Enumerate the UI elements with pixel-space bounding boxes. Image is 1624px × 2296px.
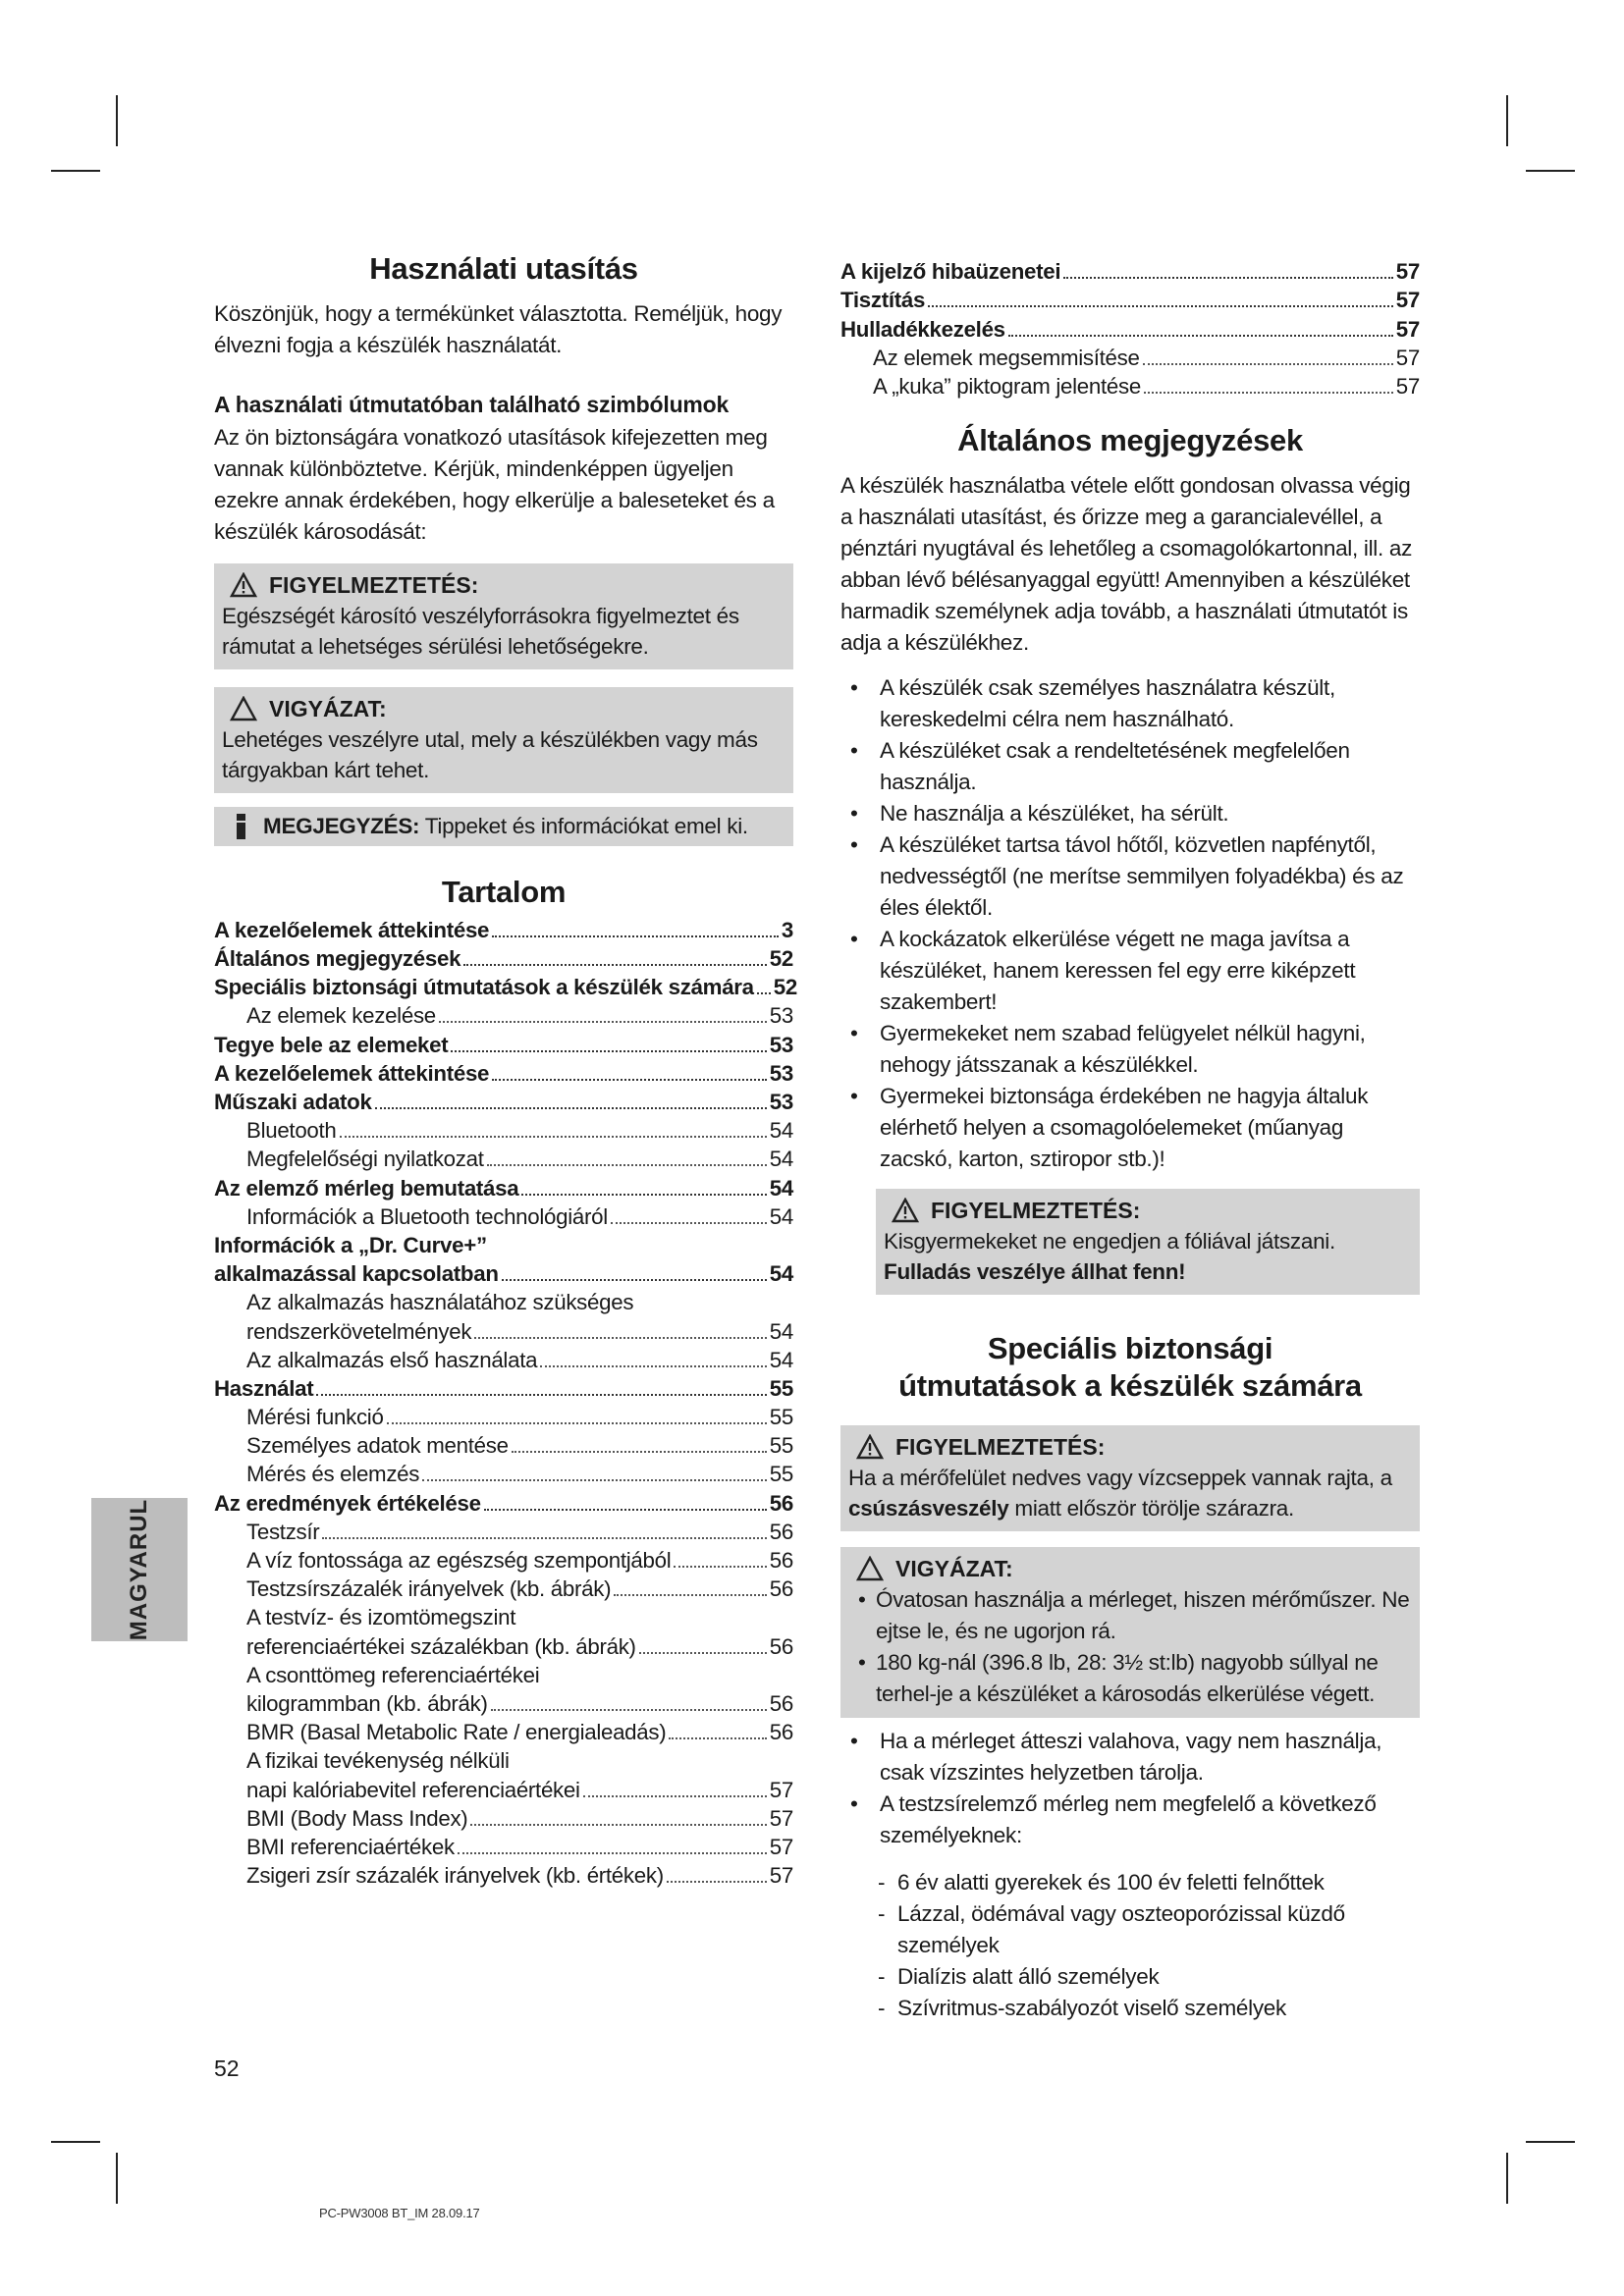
- warning-box-children: [876, 1189, 1420, 1295]
- left-column: [214, 250, 797, 1890]
- symbols-heading: A használati útmutatóban található szimbólumok: [214, 391, 730, 417]
- toc-entry[interactable]: Az alkalmazás használatához szükséges: [246, 1290, 634, 1315]
- caution-list: [848, 1584, 1412, 1710]
- toc-entry[interactable]: Zsigeri zsír százalék irányelvek (kb. értékek) 57: [246, 1863, 793, 1889]
- crop-mark: [1526, 170, 1575, 172]
- list-item: • Gyermekeket nem szabad felügyelet nélkül hagyni, nehogy játsszanak a készülékkel.: [840, 1018, 1420, 1081]
- toc-entry[interactable]: Információk a Bluetooth technológiáról 54: [246, 1203, 793, 1229]
- toc-entry[interactable]: A testvíz- és izomtömegszint: [246, 1605, 516, 1630]
- crop-mark: [116, 2153, 118, 2204]
- table-of-contents: [214, 916, 797, 1890]
- general-notes-list: [840, 672, 1420, 1175]
- note-box: [214, 807, 793, 846]
- toc-entry[interactable]: A kezelőelemek áttekintése 53: [214, 1060, 793, 1086]
- list-item: • Ha a mérleget átteszi valahova, vagy nem használja, csak vízszintes helyzetben tárolja.: [840, 1726, 1420, 1789]
- general-notes-text: A készülék használatba vétele előtt gondosan olvassa végig a használati utasítást, és őrizze meg a garancialevéllel, a pénztári nyugtával és lehetőleg a csomagolókartonnal, ill. az abban lévő bélésanyaggal együtt! Amennyiben a készüléket harmadik személynek adja tovább, a használati útmutatót is adja a készülékhez.: [840, 472, 1413, 655]
- special-safety-title: [840, 1330, 1420, 1407]
- toc-title: Tartalom: [441, 874, 567, 909]
- toc-entry[interactable]: Az elemek megsemmisítése 57: [873, 345, 1420, 370]
- note-text: Tippeket és információkat emel ki.: [419, 813, 748, 838]
- toc-entry[interactable]: Az eredmények értékelése 56: [214, 1490, 793, 1516]
- list-item: • A készüléket csak a rendeltetésének megfelelően használja.: [840, 735, 1420, 798]
- toc-entry[interactable]: Az elemző mérleg bemutatása 54: [214, 1175, 793, 1201]
- general-notes-title: Általános megjegyzések: [957, 422, 1303, 457]
- list-item: - Szívritmus-szabályozót viselő személyek: [840, 1993, 1420, 2024]
- warning-triangle-icon: [892, 1198, 919, 1223]
- symbols-text: Az ön biztonságára vonatkozó utasítások kifejezetten meg vannak különböztetve. Kérjük, mindenképpen ügyeljen ezekre annak érdekében, hogy elkerülje a baleseteket és a készülék károsodását:: [214, 424, 775, 544]
- list-item: • Gyermekei biztonsága érdekében ne hagyja általuk elérhető helyen a csomagolóelemeket (műanyag zacskó, karton, sztiropor stb.)!: [840, 1081, 1420, 1175]
- toc-entry[interactable]: BMR (Basal Metabolic Rate / energialeadás) 56: [246, 1720, 793, 1745]
- caution-triangle-icon: [856, 1556, 884, 1581]
- list-item: • Ne használja a készüléket, ha sérült.: [840, 798, 1420, 829]
- unsuitable-persons-list: [840, 1867, 1420, 2024]
- warning-label: FIGYELMEZTETÉS:: [895, 1434, 1106, 1461]
- toc-entry[interactable]: Testzsírszázalék irányelvek (kb. ábrák) 56: [246, 1576, 793, 1602]
- toc-entry[interactable]: A víz fontossága az egészség szempontjából 56: [246, 1548, 793, 1573]
- toc-entry[interactable]: referenciaértékei százalékban (kb. ábrák) 56: [246, 1633, 793, 1659]
- toc-entry[interactable]: Személyes adatok mentése 55: [246, 1433, 793, 1459]
- warning-text: Kisgyermekeket ne engedjen a fóliával játszani.: [884, 1228, 1335, 1254]
- caution-label: VIGYÁZAT:: [269, 695, 387, 721]
- toc-entry[interactable]: BMI (Body Mass Index) 57: [246, 1805, 793, 1831]
- list-item: - Dialízis alatt álló személyek: [840, 1961, 1420, 1993]
- toc-entry[interactable]: Információk a „Dr. Curve+”: [214, 1232, 487, 1257]
- list-item: • A készülék csak személyes használatra készült, kereskedelmi célra nem használható.: [840, 672, 1420, 735]
- list-item: - Lázzal, ödémával vagy oszteoporózissal küzdő személyek: [840, 1898, 1420, 1961]
- storage-list: [840, 1726, 1420, 1851]
- list-item: • A készüléket tartsa távol hőtől, közvetlen napfénytől, nedvességtől (ne merítse semmilyen folyadékba) és az éles élektől.: [840, 829, 1420, 924]
- caution-label: VIGYÁZAT:: [895, 1556, 1013, 1582]
- warning-box: [214, 563, 793, 669]
- warning-box-slip: [840, 1425, 1420, 1531]
- caution-box: [214, 687, 793, 793]
- toc-entry[interactable]: Megfelelőségi nyilatkozat 54: [246, 1147, 793, 1172]
- toc-entry[interactable]: Az elemek kezelése 53: [246, 1003, 793, 1029]
- language-tab-label: MAGYARUL: [126, 1498, 152, 1641]
- crop-mark: [1526, 2141, 1575, 2143]
- crop-mark: [116, 95, 118, 146]
- toc-entry[interactable]: A csonttömeg referenciaértékei: [246, 1662, 540, 1687]
- toc-entry[interactable]: Általános megjegyzések 52: [214, 946, 793, 972]
- toc-entry[interactable]: Tegye bele az elemeket 53: [214, 1032, 793, 1057]
- special-safety-title-line2: útmutatások a készülék számára: [898, 1368, 1362, 1404]
- intro-text: Köszönjük, hogy a termékünket választotta. Reméljük, hogy élvezni fogja a készülék használatát.: [214, 300, 783, 357]
- toc-entry[interactable]: Mérési funkció 55: [246, 1405, 793, 1430]
- toc-entry[interactable]: alkalmazással kapcsolatban 54: [214, 1261, 793, 1287]
- caution-box-scale: [840, 1547, 1420, 1718]
- warning-text-bold: Fulladás veszélye állhat fenn!: [884, 1258, 1186, 1284]
- toc-entry[interactable]: Speciális biztonsági útmutatások a készülék számára 52: [214, 975, 797, 1000]
- toc-entry[interactable]: Az alkalmazás első használata 54: [246, 1347, 793, 1372]
- list-item: • Óvatosan használja a mérleget, hiszen mérőműszer. Ne ejtse le, és ne ugorjon rá.: [848, 1584, 1412, 1647]
- toc-entry[interactable]: Mérés és elemzés 55: [246, 1462, 793, 1487]
- toc-entry[interactable]: napi kalóriabevitel referenciaértékei 57: [246, 1777, 793, 1802]
- page-title: Használati utasítás: [369, 251, 638, 286]
- toc-entry[interactable]: Műszaki adatok 53: [214, 1090, 793, 1114]
- toc-entry[interactable]: Hulladékkezelés 57: [840, 316, 1420, 342]
- table-of-contents-continued: [840, 257, 1420, 400]
- caution-text: Lehetéges veszélyre utal, mely a készülékben vagy más tárgyakban kárt tehet.: [222, 726, 758, 782]
- warning-text: Ha a mérőfelület nedves vagy vízcseppek vannak rajta, a csúszásveszély miatt először törölje szárazra.: [848, 1466, 1392, 1522]
- list-item: • A kockázatok elkerülése végett ne maga javítsa a készüléket, hanem keressen fel egy erre kiképzett szakembert!: [840, 924, 1420, 1018]
- warning-label: FIGYELMEZTETÉS:: [931, 1197, 1141, 1223]
- toc-entry[interactable]: kilogrammban (kb. ábrák) 56: [246, 1690, 793, 1716]
- warning-triangle-icon: [856, 1434, 884, 1460]
- special-safety-title-line1: Speciális biztonsági: [987, 1330, 1273, 1365]
- page-number: 52: [214, 2056, 240, 2081]
- toc-entry[interactable]: Bluetooth 54: [246, 1118, 793, 1144]
- crop-mark: [1506, 95, 1508, 146]
- list-item: - 6 év alatti gyerekek és 100 év feletti felnőttek: [840, 1867, 1420, 1898]
- crop-mark: [1506, 2153, 1508, 2204]
- note-label: MEGJEGYZÉS:: [263, 813, 420, 838]
- list-item: • A testzsírelemző mérleg nem megfelelő a következő személyeknek:: [840, 1789, 1420, 1851]
- toc-entry[interactable]: BMI referenciaértékek 57: [246, 1834, 793, 1859]
- toc-entry[interactable]: Testzsír 56: [246, 1519, 793, 1544]
- caution-triangle-icon: [230, 696, 257, 721]
- warning-label: FIGYELMEZTETÉS:: [269, 571, 479, 598]
- toc-entry[interactable]: A „kuka” piktogram jelentése 57: [873, 373, 1420, 399]
- toc-entry[interactable]: A kezelőelemek áttekintése 3: [214, 917, 793, 942]
- toc-entry[interactable]: A kijelző hibaüzenetei 57: [840, 259, 1420, 285]
- footer-code: PC-PW3008 BT_IM 28.09.17: [319, 2206, 480, 2220]
- info-icon: [232, 812, 251, 841]
- crop-mark: [51, 170, 100, 172]
- toc-entry[interactable]: rendszerkövetelmények 54: [246, 1318, 793, 1344]
- crop-mark: [51, 2141, 100, 2143]
- list-item: • 180 kg-nál (396.8 lb, 28: 3½ st:lb) nagyobb súllyal ne terhel-je a készüléket a károsodás elkerülése végett.: [848, 1647, 1412, 1710]
- toc-entry[interactable]: Használat 55: [214, 1375, 793, 1401]
- language-tab: [91, 1498, 188, 1641]
- toc-entry[interactable]: A fizikai tevékenység nélküli: [246, 1748, 510, 1774]
- warning-text: Egészségét károsító veszélyforrásokra figyelmeztet és rámutat a lehetséges sérülési lehetőségekre.: [222, 603, 739, 659]
- right-column: [840, 257, 1420, 2024]
- toc-entry[interactable]: Tisztítás 57: [840, 288, 1420, 313]
- warning-triangle-icon: [230, 572, 257, 598]
